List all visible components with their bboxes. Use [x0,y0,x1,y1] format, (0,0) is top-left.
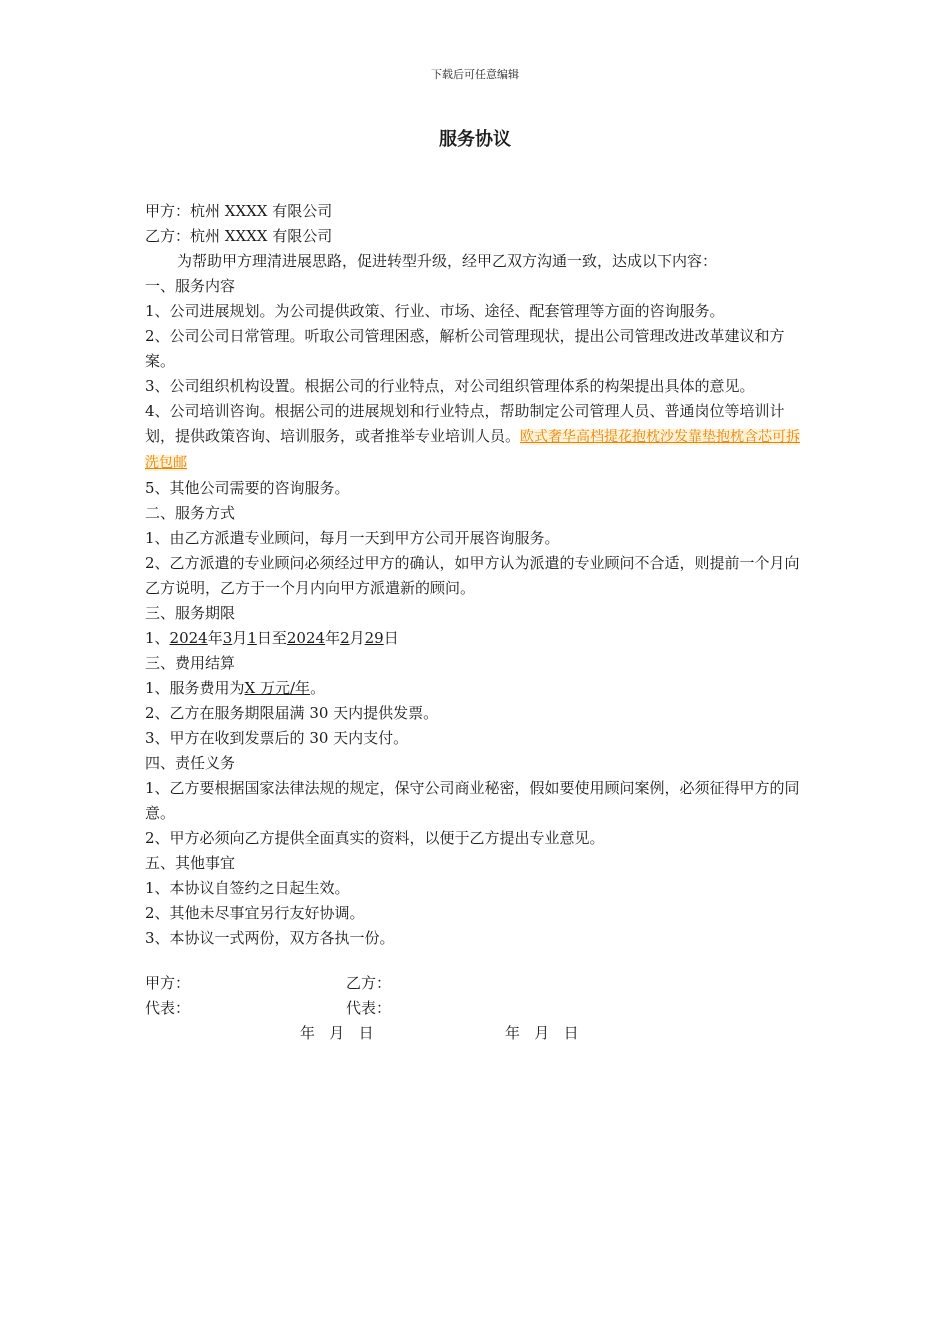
end-year: 2024 [286,629,326,647]
other-item-3: 3、本协议一式两份，双方各执一份。 [145,929,395,947]
party-a-date: 年 月 日 [300,1024,374,1042]
method-item-2: 2、乙方派遣的专业顾问必须经过甲方的确认，如甲方认为派遣的专业顾问不合适，则提前一个月向乙方说明，乙方于一个月内向甲方派遣新的顾问。 [145,554,800,597]
party-b-signature-label: 乙方： [346,974,392,992]
year-char-2: 年 [325,629,341,647]
obligation-item-2: 2、甲方必须向乙方提供全面真实的资料，以便于乙方提出专业意见。 [145,829,605,847]
fee-suffix: 。 [310,679,326,697]
term-item-1 [145,626,813,651]
signature-party-row [145,971,813,996]
start-month: 3 [222,629,233,647]
ad-link[interactable]: 欧式奢华高档提花抱枕沙发靠垫抱枕含芯可拆洗包邮 [145,429,801,471]
signature-date-row [145,1021,813,1046]
other-item-1: 1、本协议自签约之日起生效。 [145,879,350,897]
fee-item-2: 2、乙方在服务期限届满 30 天内提供发票。 [145,704,439,722]
party-b-representative-label: 代表： [346,999,392,1017]
section-heading-other-matters: 五、其他事宜 [145,854,236,872]
party-b-line: 乙方：杭州 XXXX 有限公司 [145,227,333,245]
start-day: 1 [247,629,257,647]
section-heading-obligations: 四、责任义务 [145,754,236,772]
service-item-5: 5、其他公司需要的咨询服务。 [145,479,350,497]
service-item-3: 3、公司组织机构设置。根据公司的行业特点，对公司组织管理体系的构架提出具体的意见。 [145,377,755,395]
service-item-2: 2、公司公司日常管理。听取公司管理困惑，解析公司管理现状，提出公司管理改进改革建议和方案。 [145,327,785,370]
party-b-date: 年 月 日 [505,1024,579,1042]
fee-amount: X 万元/年 [244,679,311,697]
month-char-2: 月 [349,629,365,647]
signature-block [145,971,813,1046]
service-item-4 [145,399,813,476]
to-text: 日至 [256,629,287,647]
term-prefix: 1、 [145,629,170,647]
fee-prefix: 1、服务费用为 [145,679,245,697]
end-day: 29 [364,629,384,647]
signature-representative-row [145,996,813,1021]
section-heading-fee-settlement: 三、费用结算 [145,654,236,672]
fee-item-3: 3、甲方在收到发票后的 30 天内支付。 [145,729,409,747]
section-heading-service-content: 一、服务内容 [145,277,236,295]
end-month: 2 [340,629,350,647]
start-year: 2024 [169,629,208,647]
header-note: 下载后可任意编辑 [431,68,519,81]
section-heading-service-term: 三、服务期限 [145,604,236,622]
month-char: 月 [232,629,248,647]
party-a-line: 甲方：杭州 XXXX 有限公司 [145,202,333,220]
document-title: 服务协议 [439,129,511,150]
agreement-body [145,199,813,951]
fee-item-1 [145,676,813,701]
method-item-1: 1、由乙方派遣专业顾问，每月一天到甲方公司开展咨询服务。 [145,529,560,547]
service-item-4-text: 4、公司培训咨询。根据公司的进展规划和行业特点，帮助制定公司管理人员、普通岗位等培训计划，提供政策咨询、培训服务，或者推举专业培训人员。 [145,402,785,445]
other-item-2: 2、其他未尽事宜另行友好协调。 [145,904,365,922]
obligation-item-1: 1、乙方要根据国家法律法规的规定，保守公司商业秘密，假如要使用顾问案例，必须征得甲方的同意。 [145,779,800,822]
party-a-signature-label: 甲方： [145,974,191,992]
day-char: 日 [383,629,399,647]
year-char: 年 [207,629,223,647]
party-a-representative-label: 代表： [145,999,191,1017]
service-item-1: 1、公司进展规划。为公司提供政策、行业、市场、途径、配套管理等方面的咨询服务。 [145,302,725,320]
section-heading-service-method: 二、服务方式 [145,504,236,522]
intro-paragraph: 为帮助甲方理清进展思路，促进转型升级，经甲乙双方沟通一致，达成以下内容： [177,252,718,270]
